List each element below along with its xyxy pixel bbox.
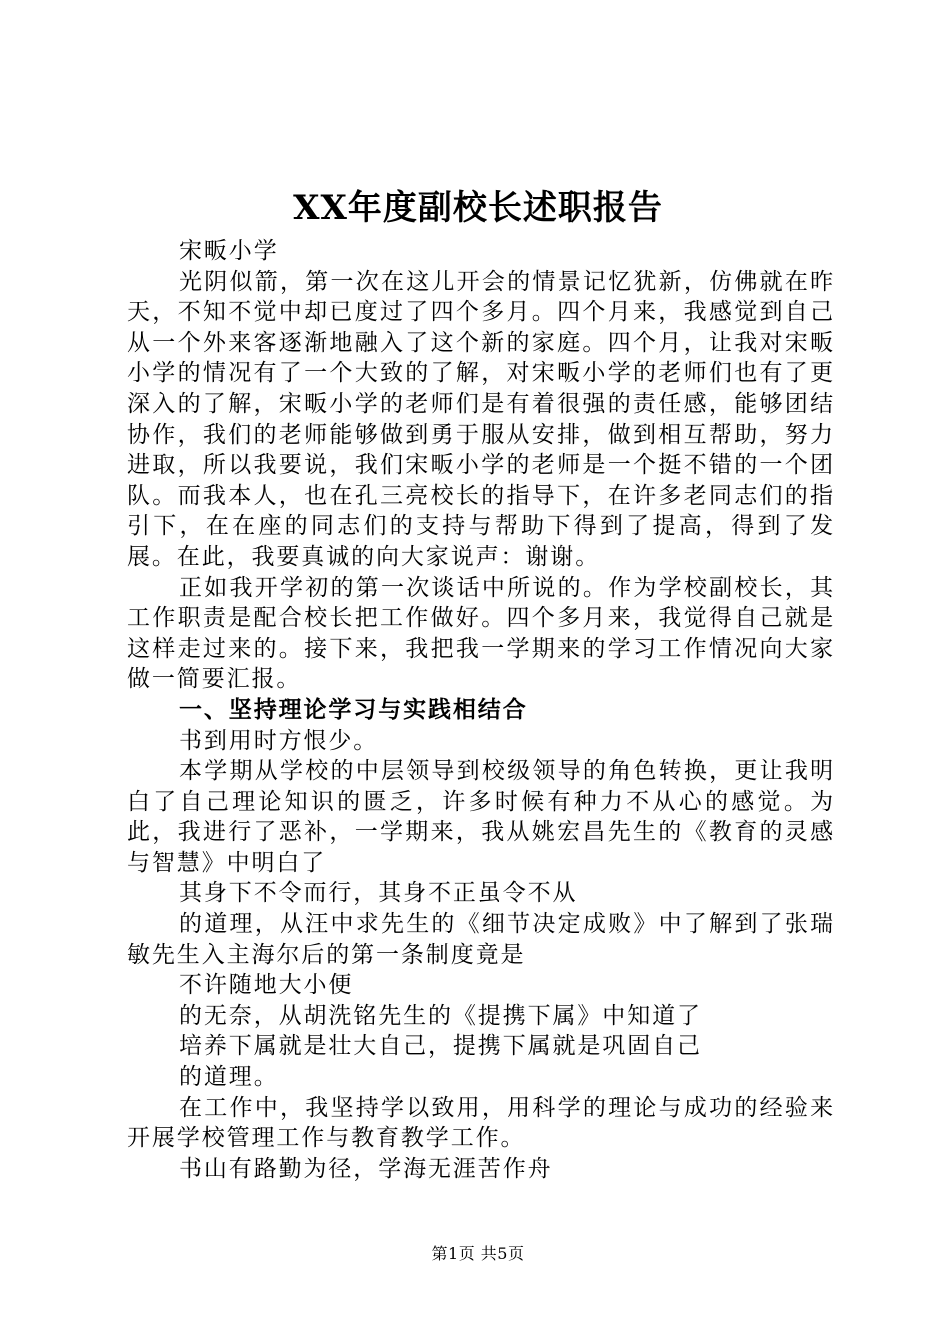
paragraph-quote-2: 其身下不令而行，其身不正虽令不从 xyxy=(179,880,578,907)
section-heading-1: 一、坚持理论学习与实践相结合 xyxy=(179,695,528,723)
paragraph-reason: 的道理。 xyxy=(179,1064,279,1091)
paragraph-quote-3: 不许随地大小便 xyxy=(179,972,354,999)
paragraph-subordinates: 的无奈，从胡洗铭先生的《提携下属》中知道了 xyxy=(179,1002,702,1029)
paragraph-intro: 光阴似箭，第一次在这儿开会的情景记忆犹新，仿佛就在昨天，不知不觉中却已度过了四个多月。四个月来，我感觉到自己从一个外来客逐渐地融入了这个新的家庭。四个月，让我对宋畈小学的情况有了一个大致的了解，对宋畈小学的老师们也有了更深入的了解，宋畈小学的老师们是有着很强的责任感，能够团结协作，我们的老师能够做到勇于服从安排，做到相互帮助，努力进取，所以我要说，我们宋畈小学的老师是一个挺不错的一个团队。而我本人，也在孔三亮校长的指导下，在许多老同志们的指引下，在在座的同志们的支持与帮助下得到了提高，得到了发展。在此，我要真诚的向大家说声：谢谢。 xyxy=(127,268,835,570)
document-title: XX年度副校长述职报告 xyxy=(293,188,663,228)
paragraph-duty: 正如我开学初的第一次谈话中所说的。作为学校副校长，其工作职责是配合校长把工作做好。四个多月来，我觉得自己就是这样走过来的。接下来，我把我一学期来的学习工作情况向大家做一简要汇报。 xyxy=(127,574,835,693)
paragraph-quote-1: 书到用时方恨少。 xyxy=(179,727,379,754)
document-body xyxy=(127,236,835,1184)
page-footer: 第1页 共5页 xyxy=(431,1244,525,1263)
school-name: 宋畈小学 xyxy=(179,238,279,264)
paragraph-detail: 的道理，从汪中求先生的《细节决定成败》中了解到了张瑞敏先生入主海尔后的第一条制度竟是 xyxy=(127,911,835,968)
paragraph-quote-5: 书山有路勤为径，学海无涯苦作舟 xyxy=(179,1155,553,1182)
paragraph-practice: 在工作中，我坚持学以致用，用科学的理论与成功的经验来开展学校管理工作与教育教学工作。 xyxy=(127,1094,835,1152)
paragraph-quote-4: 培养下属就是壮大自己，提携下属就是巩固自己 xyxy=(179,1033,702,1060)
paragraph-study: 本学期从学校的中层领导到校级领导的角色转换，更让我明白了自己理论知识的匮乏，许多时候有种力不从心的感觉。为此，我进行了恶补，一学期来，我从姚宏昌先生的《教育的灵感与智慧》中明白了 xyxy=(127,758,835,876)
